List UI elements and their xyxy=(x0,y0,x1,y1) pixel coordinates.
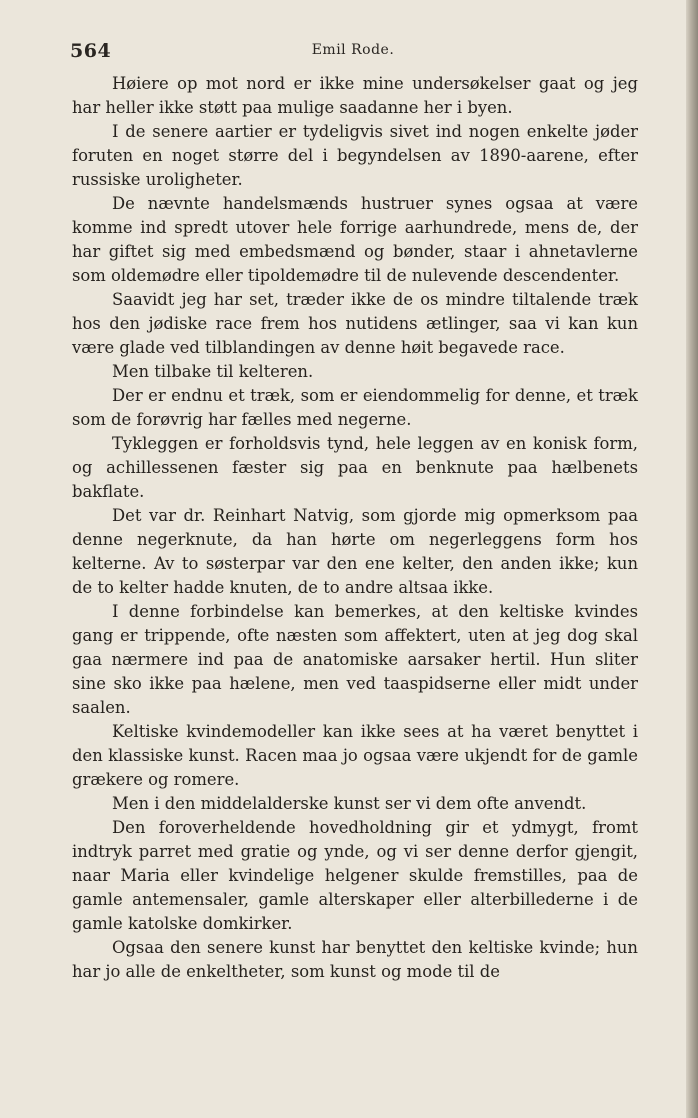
page-header xyxy=(70,36,636,66)
paragraph: Men i den middelalderske kunst ser vi dem ofte anvendt. xyxy=(112,794,587,813)
paragraph: Tykleggen er forholdsvis tynd, hele leggen av en konisk form, og achillessenen fæster sig paa en benknute paa hælbenets bakflate. xyxy=(72,434,638,501)
paragraph: De nævnte handelsmænds hustruer synes ogsaa at være komme ind spredt utover hele forrige aarhundrede, mens de, der har giftet sig med embedsmænd og bønder, staar i ahnetavlerne som oldemødre eller tipoldemødre til de nulevende descendenter. xyxy=(72,194,638,285)
page-number: 564 xyxy=(70,40,112,62)
paragraph: Ogsaa den senere kunst har benyttet den keltiske kvinde; hun har jo alle de enkeltheter, som kunst og mode til de xyxy=(72,938,638,981)
paragraph: Høiere op mot nord er ikke mine undersøkelser gaat og jeg har heller ikke støtt paa mulige saadanne her i byen. xyxy=(72,74,638,117)
paragraph: Den foroverheldende hovedholdning gir et ydmygt, fromt indtryk parret med gratie og ynde, og vi ser denne derfor gjengit, naar Maria eller kvindelige helgener skulde fremstilles, paa de gamle antemensaler, gamle alterskaper eller alterbillederne i de gamle katolske domkirker. xyxy=(72,818,638,933)
body-text xyxy=(72,72,638,984)
paragraph: Det var dr. Reinhart Natvig, som gjorde mig opmerksom paa denne negerknute, da han hørte om negerleggens form hos kelterne. Av to søsterpar var den ene kelter, den anden ikke; kun de to kelter hadde knuten, de to andre altsaa ikke. xyxy=(72,506,638,597)
paragraph: I de senere aartier er tydeligvis sivet ind nogen enkelte jøder foruten en noget større del i begyndelsen av 1890-aarene, efter russiske uroligheter. xyxy=(72,122,638,189)
running-head: Emil Rode. xyxy=(311,42,395,58)
paragraph: Men tilbake til kelteren. xyxy=(112,362,314,381)
paragraph: Der er endnu et træk, som er eiendommelig for denne, et træk som de forøvrig har fælles med negerne. xyxy=(72,386,638,429)
page-edge-shadow xyxy=(686,0,698,1118)
paragraph: I denne forbindelse kan bemerkes, at den keltiske kvindes gang er trippende, ofte næsten som affektert, uten at jeg dog skal gaa nærmere ind paa de anatomiske aarsaker hertil. Hun sliter sine sko ikke paa hælene, men ved taaspidserne eller midt under saalen. xyxy=(72,602,638,717)
paragraph: Keltiske kvindemodeller kan ikke sees at ha været benyttet i den klassiske kunst. Racen maa jo ogsaa være ukjendt for de gamle grækere og romere. xyxy=(72,722,638,789)
paragraph: Saavidt jeg har set, træder ikke de os mindre tiltalende træk hos den jødiske race frem hos nutidens ætlinger, saa vi kan kun være glade ved tilblandingen av denne høit begavede race. xyxy=(72,290,638,357)
